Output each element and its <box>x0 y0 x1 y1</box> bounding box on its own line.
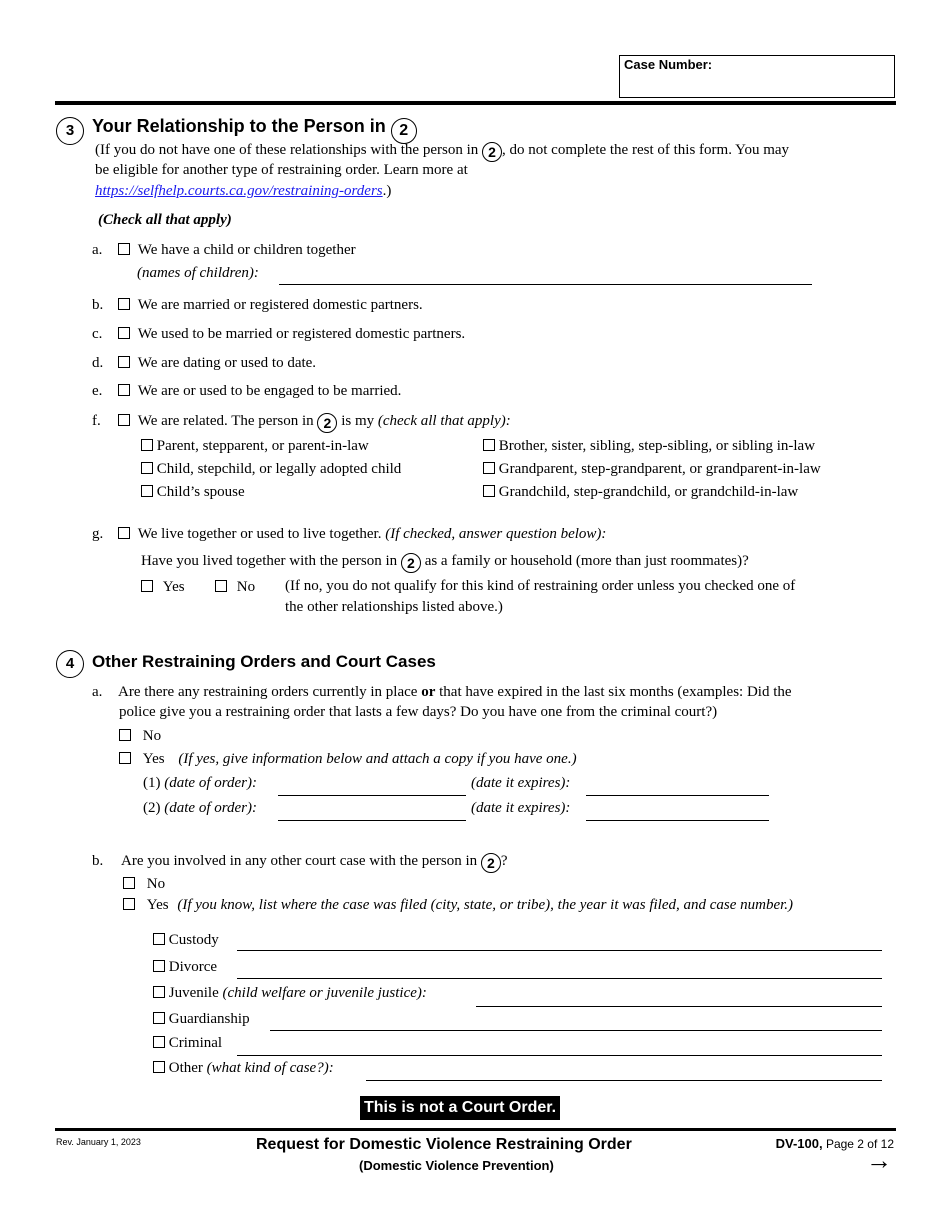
selfhelp-link[interactable]: https://selfhelp.courts.ca.gov/restraining-orders <box>95 183 383 199</box>
checkbox-lived-no[interactable] <box>215 580 227 592</box>
order-2-date-field[interactable] <box>278 820 466 821</box>
order-1-expires-field[interactable] <box>586 795 769 796</box>
checkbox-children-together[interactable] <box>118 243 130 255</box>
section-4-title: Other Restraining Orders and Court Cases <box>92 652 436 671</box>
checkbox-custody[interactable] <box>153 933 165 945</box>
checkbox-engaged[interactable] <box>118 384 130 396</box>
section-3-intro-line2: be eligible for another type of restraining order. Learn more at <box>95 162 468 178</box>
checkbox-sibling[interactable] <box>483 439 495 451</box>
order-1-date-field[interactable] <box>278 795 466 796</box>
criminal-field[interactable] <box>237 1055 882 1056</box>
checkbox-used-to-be-married[interactable] <box>118 327 130 339</box>
not-court-order-banner: This is not a Court Order. <box>360 1096 560 1120</box>
next-page-arrow-icon[interactable]: → <box>866 1145 892 1175</box>
section-3-title: Your Relationship to the Person in 2 <box>92 116 417 144</box>
form-page-info: DV-100, Page 2 of 12 <box>775 1136 894 1151</box>
checkbox-criminal[interactable] <box>153 1036 165 1048</box>
footer-title: Request for Domestic Violence Restraining Order <box>256 1136 632 1153</box>
checkbox-juvenile[interactable] <box>153 986 165 998</box>
checkbox-child[interactable] <box>141 462 153 474</box>
other-case-field[interactable] <box>366 1080 882 1081</box>
checkbox-live-together[interactable] <box>118 527 130 539</box>
checkbox-court-case-no[interactable] <box>123 877 135 889</box>
checkbox-grandparent[interactable] <box>483 462 495 474</box>
footer-subtitle: (Domestic Violence Prevention) <box>359 1158 554 1173</box>
checkbox-grandchild[interactable] <box>483 485 495 497</box>
checkbox-orders-no[interactable] <box>119 729 131 741</box>
section-3-intro-line1: (If you do not have one of these relationships with the person in 2 , do not complete the rest of this form. You may <box>95 142 790 160</box>
ref-2-badge: 2 <box>482 142 502 162</box>
checkbox-married[interactable] <box>118 298 130 310</box>
section-3-number: 3 <box>56 117 84 145</box>
footer-rule <box>55 1128 896 1131</box>
names-of-children-label: (names of children): <box>137 265 259 281</box>
divorce-field[interactable] <box>237 978 882 979</box>
order-2-expires-field[interactable] <box>586 820 769 821</box>
case-number-label: Case Number: <box>624 57 713 72</box>
checkbox-divorce[interactable] <box>153 960 165 972</box>
custody-field[interactable] <box>237 950 882 951</box>
ref-2-badge: 2 <box>481 853 501 873</box>
checkbox-childs-spouse[interactable] <box>141 485 153 497</box>
case-number-box[interactable] <box>619 55 895 98</box>
item-label: We have a child or children together <box>137 242 356 258</box>
checkbox-related[interactable] <box>118 414 130 426</box>
checkbox-court-case-yes[interactable] <box>123 898 135 910</box>
check-all-label: (Check all that apply) <box>98 212 232 228</box>
top-rule <box>55 101 896 105</box>
checkbox-lived-yes[interactable] <box>141 580 153 592</box>
checkbox-other[interactable] <box>153 1061 165 1073</box>
section-4-number: 4 <box>56 650 84 678</box>
revision-date: Rev. January 1, 2023 <box>56 1137 141 1147</box>
checkbox-dating[interactable] <box>118 356 130 368</box>
ref-2-badge: 2 <box>391 118 417 144</box>
checkbox-guardianship[interactable] <box>153 1012 165 1024</box>
checkbox-parent[interactable] <box>141 439 153 451</box>
ref-2-badge: 2 <box>317 413 337 433</box>
item-letter: a. <box>92 242 103 258</box>
guardianship-field[interactable] <box>270 1030 882 1031</box>
juvenile-field[interactable] <box>476 1006 882 1007</box>
names-of-children-field[interactable] <box>279 284 812 285</box>
ref-2-badge: 2 <box>401 553 421 573</box>
checkbox-orders-yes[interactable] <box>119 752 131 764</box>
